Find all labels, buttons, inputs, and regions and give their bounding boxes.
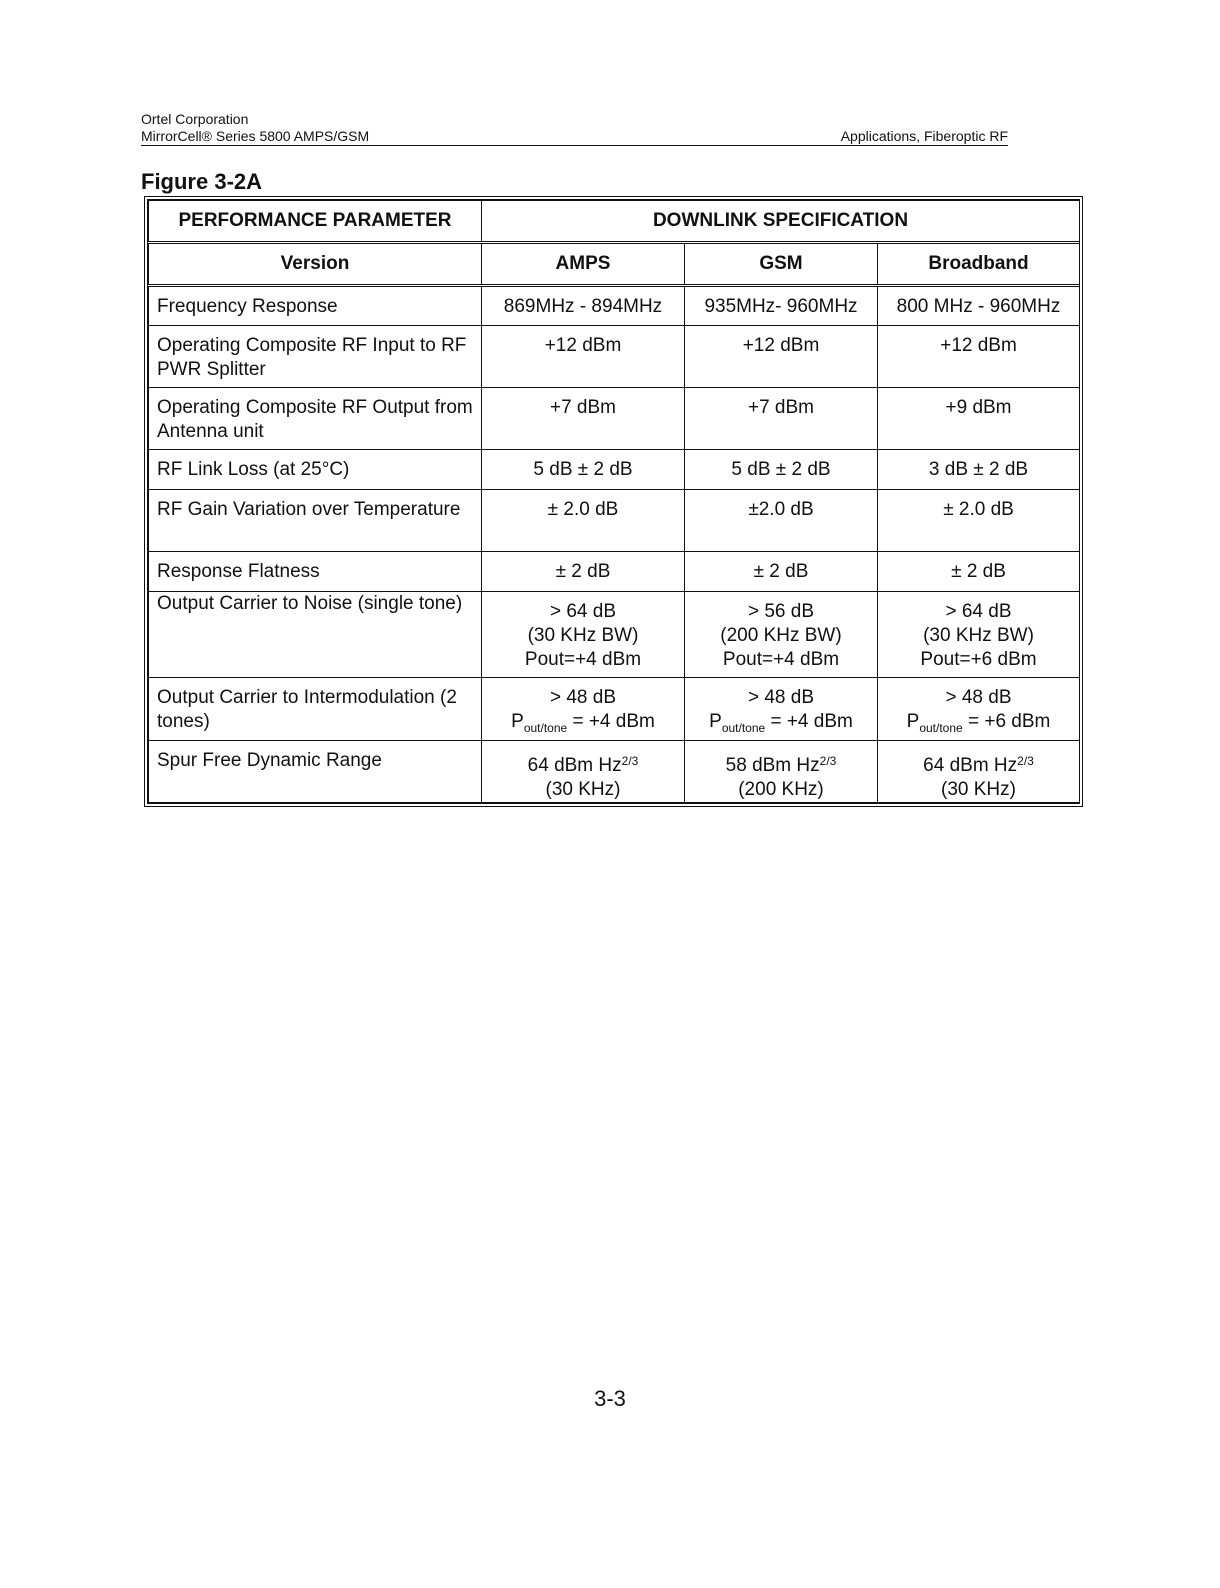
param-cell: Operating Composite RF Output from Antenna unit	[149, 388, 482, 450]
param-cell: RF Gain Variation over Temperature	[149, 490, 482, 552]
header-spec: DOWNLINK SPECIFICATION	[482, 201, 1080, 243]
value-cell-gsm	[685, 592, 878, 678]
cell-line: +12 dBm	[544, 335, 622, 356]
sfdr-exponent: 2/3	[819, 754, 837, 768]
sfdr-base: 58 dBm Hz	[725, 755, 820, 776]
power-value: = +4 dBm	[567, 711, 655, 732]
cell-line: > 56 dB	[747, 601, 815, 622]
table-row	[149, 592, 1080, 678]
power-value: = +6 dBm	[962, 711, 1051, 732]
value-cell-bb	[878, 388, 1080, 450]
cell-line: 935MHz- 960MHz	[704, 296, 858, 317]
cell-line: ± 2 dB	[555, 561, 611, 582]
sfdr-exponent: 2/3	[1017, 754, 1034, 768]
section-name: Applications, Fiberoptic RF	[840, 128, 1008, 144]
cell-line: +12 dBm	[742, 335, 820, 356]
cell-line: +7 dBm	[747, 397, 814, 418]
cell-line: ± 2.0 dB	[547, 499, 619, 520]
value-cell-amps	[482, 741, 685, 803]
cell-line	[691, 749, 871, 778]
value-cell-gsm	[685, 741, 878, 803]
power-symbol: P	[511, 711, 524, 732]
param-cell: RF Link Loss (at 25°C)	[149, 450, 482, 490]
figure-title: Figure 3-2A	[141, 169, 263, 194]
value-cell-amps	[482, 388, 685, 450]
table-row	[149, 450, 1080, 490]
value-cell-amps	[482, 592, 685, 678]
cell-line: +7 dBm	[549, 397, 616, 418]
spec-table-frame	[144, 196, 1083, 807]
param-cell: Spur Free Dynamic Range	[149, 741, 482, 803]
version-amps: AMPS	[482, 243, 685, 286]
cell-line: ± 2 dB	[753, 561, 809, 582]
power-value: = +4 dBm	[765, 711, 853, 732]
table-row	[149, 741, 1080, 803]
value-cell-gsm	[685, 678, 878, 741]
sfdr-base: 64 dBm Hz	[923, 755, 1018, 776]
spec-table	[148, 200, 1080, 803]
power-symbol: P	[709, 711, 722, 732]
cell-line	[488, 710, 678, 740]
value-cell-bb	[878, 450, 1080, 490]
version-broadband: Broadband	[878, 243, 1080, 286]
table-header-row	[149, 201, 1080, 243]
cell-line: (200 KHz)	[738, 779, 824, 800]
table-row	[149, 326, 1080, 388]
power-symbol: P	[906, 711, 920, 732]
value-cell-amps	[482, 678, 685, 741]
cell-line: (30 KHz)	[545, 779, 621, 800]
table-row	[149, 286, 1080, 326]
value-cell-amps	[482, 326, 685, 388]
value-cell-amps	[482, 490, 685, 552]
value-cell-gsm	[685, 286, 878, 326]
product-name: MirrorCell® Series 5800 AMPS/GSM	[141, 128, 370, 144]
header-param: PERFORMANCE PARAMETER	[149, 201, 482, 243]
company-name: Ortel Corporation	[141, 111, 249, 127]
param-cell: Response Flatness	[149, 552, 482, 592]
cell-line: (30 KHz BW)	[527, 625, 639, 646]
cell-line: 5 dB ± 2 dB	[533, 459, 633, 480]
cell-line: +12 dBm	[940, 335, 1017, 356]
cell-line: > 48 dB	[945, 687, 1012, 708]
param-cell: Operating Composite RF Input to RF PWR Splitter	[149, 326, 482, 388]
value-cell-bb	[878, 326, 1080, 388]
version-label: Version	[149, 243, 482, 286]
table-row	[149, 678, 1080, 741]
table-row	[149, 388, 1080, 450]
value-cell-bb	[878, 490, 1080, 552]
value-cell-amps	[482, 552, 685, 592]
cell-line: > 48 dB	[549, 687, 617, 708]
version-gsm: GSM	[685, 243, 878, 286]
sfdr-base: 64 dBm Hz	[527, 755, 622, 776]
cell-line: 800 MHz - 960MHz	[896, 296, 1061, 317]
cell-line: 3 dB ± 2 dB	[928, 459, 1029, 480]
cell-line: ± 2 dB	[951, 561, 1006, 582]
value-cell-gsm	[685, 450, 878, 490]
cell-line: Pout=+6 dBm	[920, 649, 1037, 670]
cell-line: Pout=+4 dBm	[722, 649, 840, 670]
cell-line: ±2.0 dB	[748, 499, 814, 520]
value-cell-bb	[878, 678, 1080, 741]
version-row	[149, 243, 1080, 286]
cell-line: 869MHz - 894MHz	[503, 296, 663, 317]
power-subscript: out/tone	[919, 721, 963, 735]
cell-line: Pout=+4 dBm	[524, 649, 642, 670]
cell-line	[884, 710, 1073, 740]
cell-line: > 64 dB	[945, 601, 1012, 622]
page-number: 3-3	[594, 1386, 626, 1411]
table-row	[149, 490, 1080, 552]
header-rule-row	[141, 128, 1008, 146]
cell-line: 5 dB ± 2 dB	[731, 459, 831, 480]
cell-line: +9 dBm	[945, 397, 1012, 418]
cell-line: (30 KHz BW)	[923, 625, 1034, 646]
value-cell-bb	[878, 286, 1080, 326]
power-subscript: out/tone	[721, 721, 766, 735]
cell-line: (30 KHz)	[941, 779, 1016, 800]
cell-line	[488, 749, 678, 778]
param-cell: Output Carrier to Intermodulation (2 tones)	[149, 678, 482, 741]
value-cell-bb	[878, 592, 1080, 678]
page-header	[141, 111, 1008, 146]
cell-line: > 64 dB	[549, 601, 617, 622]
cell-line: > 48 dB	[747, 687, 815, 708]
value-cell-gsm	[685, 552, 878, 592]
value-cell-bb	[878, 741, 1080, 803]
sfdr-exponent: 2/3	[621, 754, 639, 768]
table-row	[149, 552, 1080, 592]
cell-line: ± 2.0 dB	[943, 499, 1014, 520]
value-cell-amps	[482, 450, 685, 490]
value-cell-gsm	[685, 388, 878, 450]
value-cell-bb	[878, 552, 1080, 592]
cell-line	[691, 710, 871, 740]
power-subscript: out/tone	[523, 721, 568, 735]
cell-line	[884, 749, 1073, 778]
param-cell: Output Carrier to Noise (single tone)	[149, 592, 482, 678]
value-cell-gsm	[685, 490, 878, 552]
value-cell-gsm	[685, 326, 878, 388]
cell-line: (200 KHz BW)	[720, 625, 842, 646]
param-cell: Frequency Response	[149, 286, 482, 326]
value-cell-amps	[482, 286, 685, 326]
